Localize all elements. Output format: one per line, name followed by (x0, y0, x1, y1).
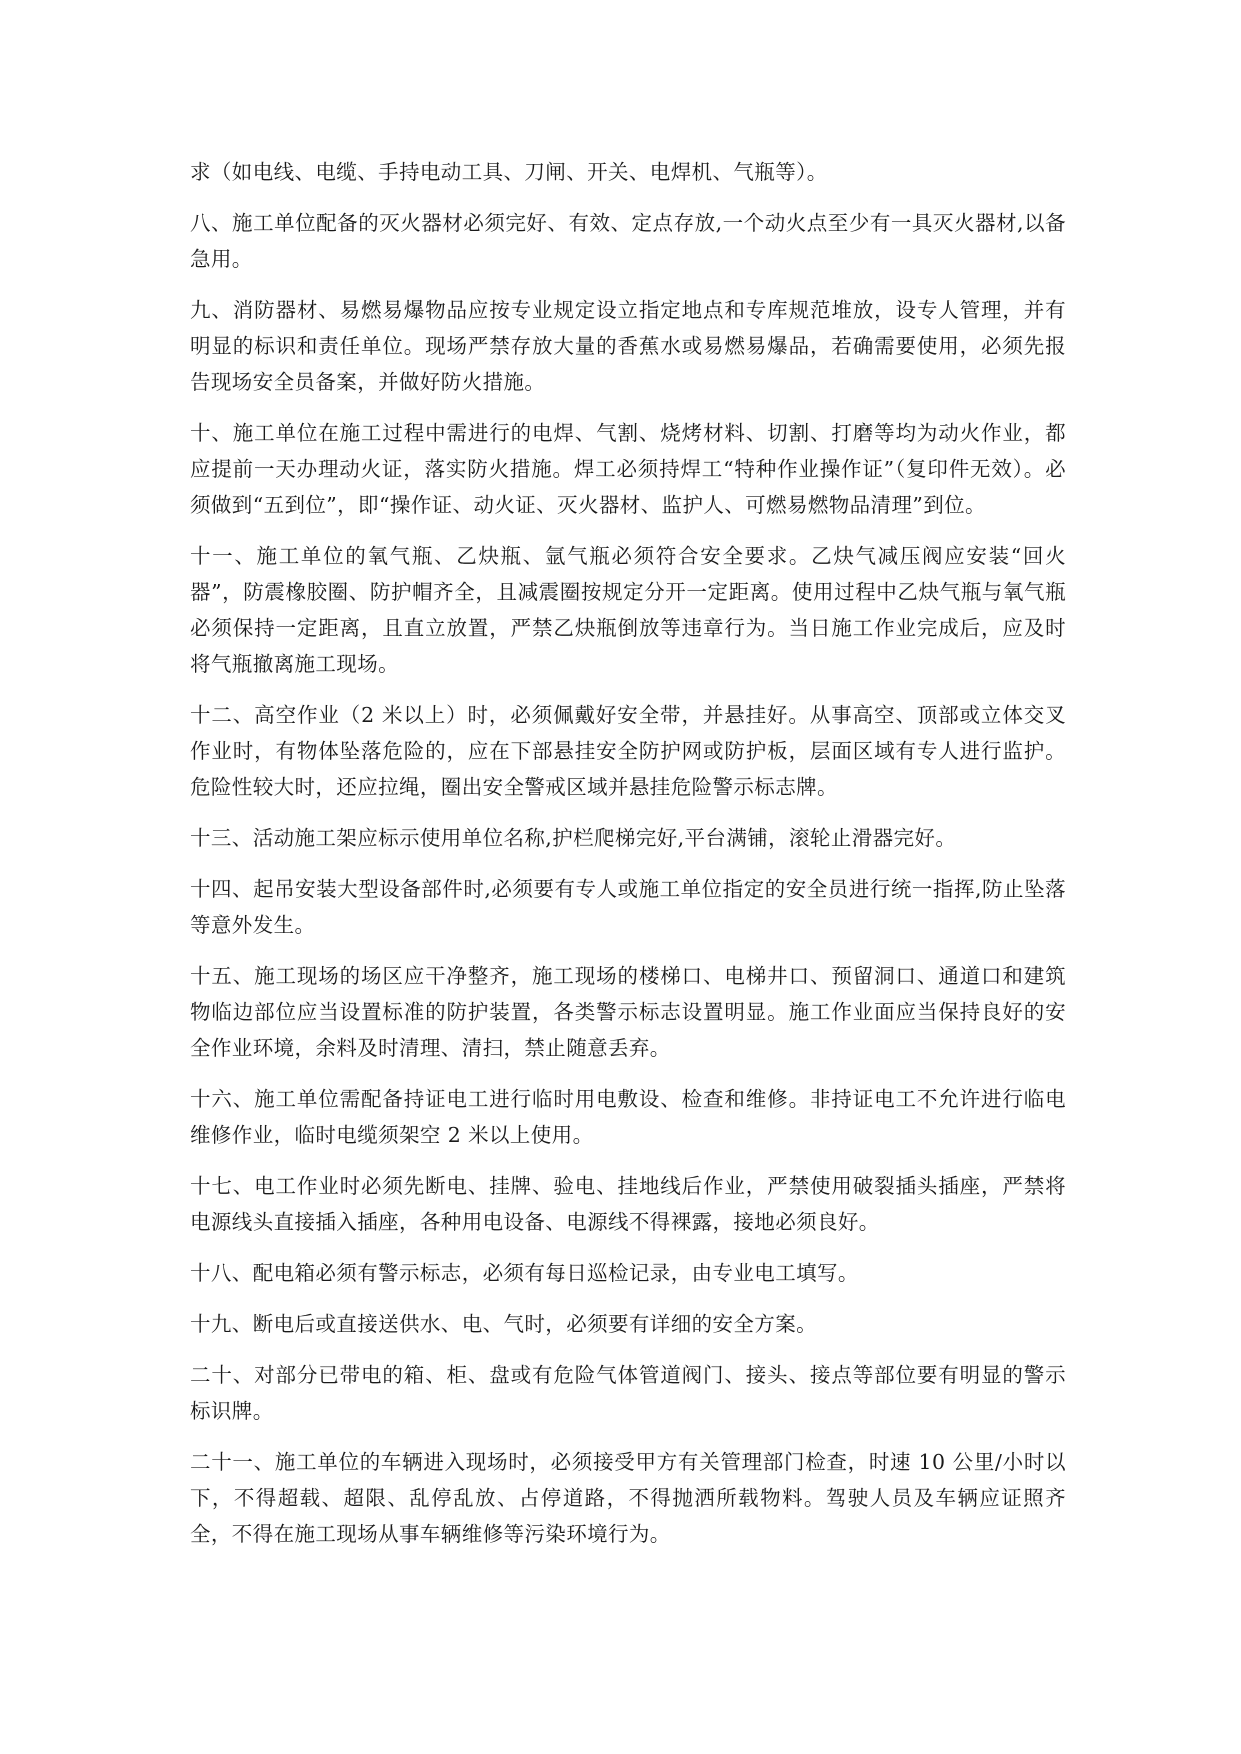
paragraph-item-19: 十九、断电后或直接送供水、电、气时，必须要有详细的安全方案。 (190, 1312, 817, 1336)
paragraph-continuation: 求（如电线、电缆、手持电动工具、刀闸、开关、电焊机、气瓶等）。 (190, 160, 828, 184)
paragraph-item-20: 二十、对部分已带电的箱、柜、盘或有危险气体管道阀门、接头、接点等部位要有明显的警示标识牌。 (190, 1363, 1066, 1423)
paragraph-item-10: 十、施工单位在施工过程中需进行的电焊、气割、烧烤材料、切割、打磨等均为动火作业，都应提前一天办理动火证，落实防火措施。焊工必须持焊工“特种作业操作证”（复印件无效）。必须做到“五到位”，即“操作证、动火证、灭火器材、监护人、可燃易燃物品清理”到位。 (190, 421, 1066, 517)
paragraph-item-15: 十五、施工现场的场区应干净整齐，施工现场的楼梯口、电梯井口、预留洞口、通道口和建筑物临边部位应当设置标准的防护装置，各类警示标志设置明显。施工作业面应当保持良好的安全作业环境，余料及时清理、清扫，禁止随意丢弃。 (190, 964, 1066, 1060)
document-body (190, 154, 1066, 1567)
paragraph-item-16: 十六、施工单位需配备持证电工进行临时用电敷设、检查和维修。非持证电工不允许进行临电维修作业，临时电缆须架空 2 米以上使用。 (190, 1087, 1066, 1147)
paragraph-item-11: 十一、施工单位的氧气瓶、乙炔瓶、氩气瓶必须符合安全要求。乙炔气减压阀应安装“回火器”，防震橡胶圈、防护帽齐全，且减震圈按规定分开一定距离。使用过程中乙炔气瓶与氧气瓶必须保持一定距离，且直立放置，严禁乙炔瓶倒放等违章行为。当日施工作业完成后，应及时将气瓶撤离施工现场。 (190, 544, 1066, 676)
paragraph-item-12: 十二、高空作业（2 米以上）时，必须佩戴好安全带，并悬挂好。从事高空、顶部或立体交叉作业时，有物体坠落危险的，应在下部悬挂安全防护网或防护板，层面区域有专人进行监护。危险性较大时，还应拉绳，圈出安全警戒区域并悬挂危险警示标志牌。 (190, 703, 1066, 799)
paragraph-item-13: 十三、活动施工架应标示使用单位名称,护栏爬梯完好,平台满铺，滚轮止滑器完好。 (190, 826, 957, 850)
paragraph-item-14: 十四、起吊安装大型设备部件时,必须要有专人或施工单位指定的安全员进行统一指挥,防止坠落等意外发生。 (190, 877, 1066, 937)
paragraph-item-21: 二十一、施工单位的车辆进入现场时，必须接受甲方有关管理部门检查，时速 10 公里/小时以下，不得超载、超限、乱停乱放、占停道路，不得抛洒所载物料。驾驶人员及车辆应证照齐全，不得在施工现场从事车辆维修等污染环境行为。 (190, 1450, 1066, 1546)
paragraph-item-17: 十七、电工作业时必须先断电、挂牌、验电、挂地线后作业，严禁使用破裂插头插座，严禁将电源线头直接插入插座，各种用电设备、电源线不得裸露，接地必须良好。 (190, 1174, 1066, 1234)
paragraph-item-8: 八、施工单位配备的灭火器材必须完好、有效、定点存放,一个动火点至少有一具灭火器材,以备急用。 (190, 211, 1066, 271)
paragraph-item-9: 九、消防器材、易燃易爆物品应按专业规定设立指定地点和专库规范堆放，设专人管理，并有明显的标识和责任单位。现场严禁存放大量的香蕉水或易燃易爆品，若确需要使用，必须先报告现场安全员备案，并做好防火措施。 (190, 298, 1066, 394)
paragraph-item-18: 十八、配电箱必须有警示标志，必须有每日巡检记录，由专业电工填写。 (190, 1261, 859, 1285)
